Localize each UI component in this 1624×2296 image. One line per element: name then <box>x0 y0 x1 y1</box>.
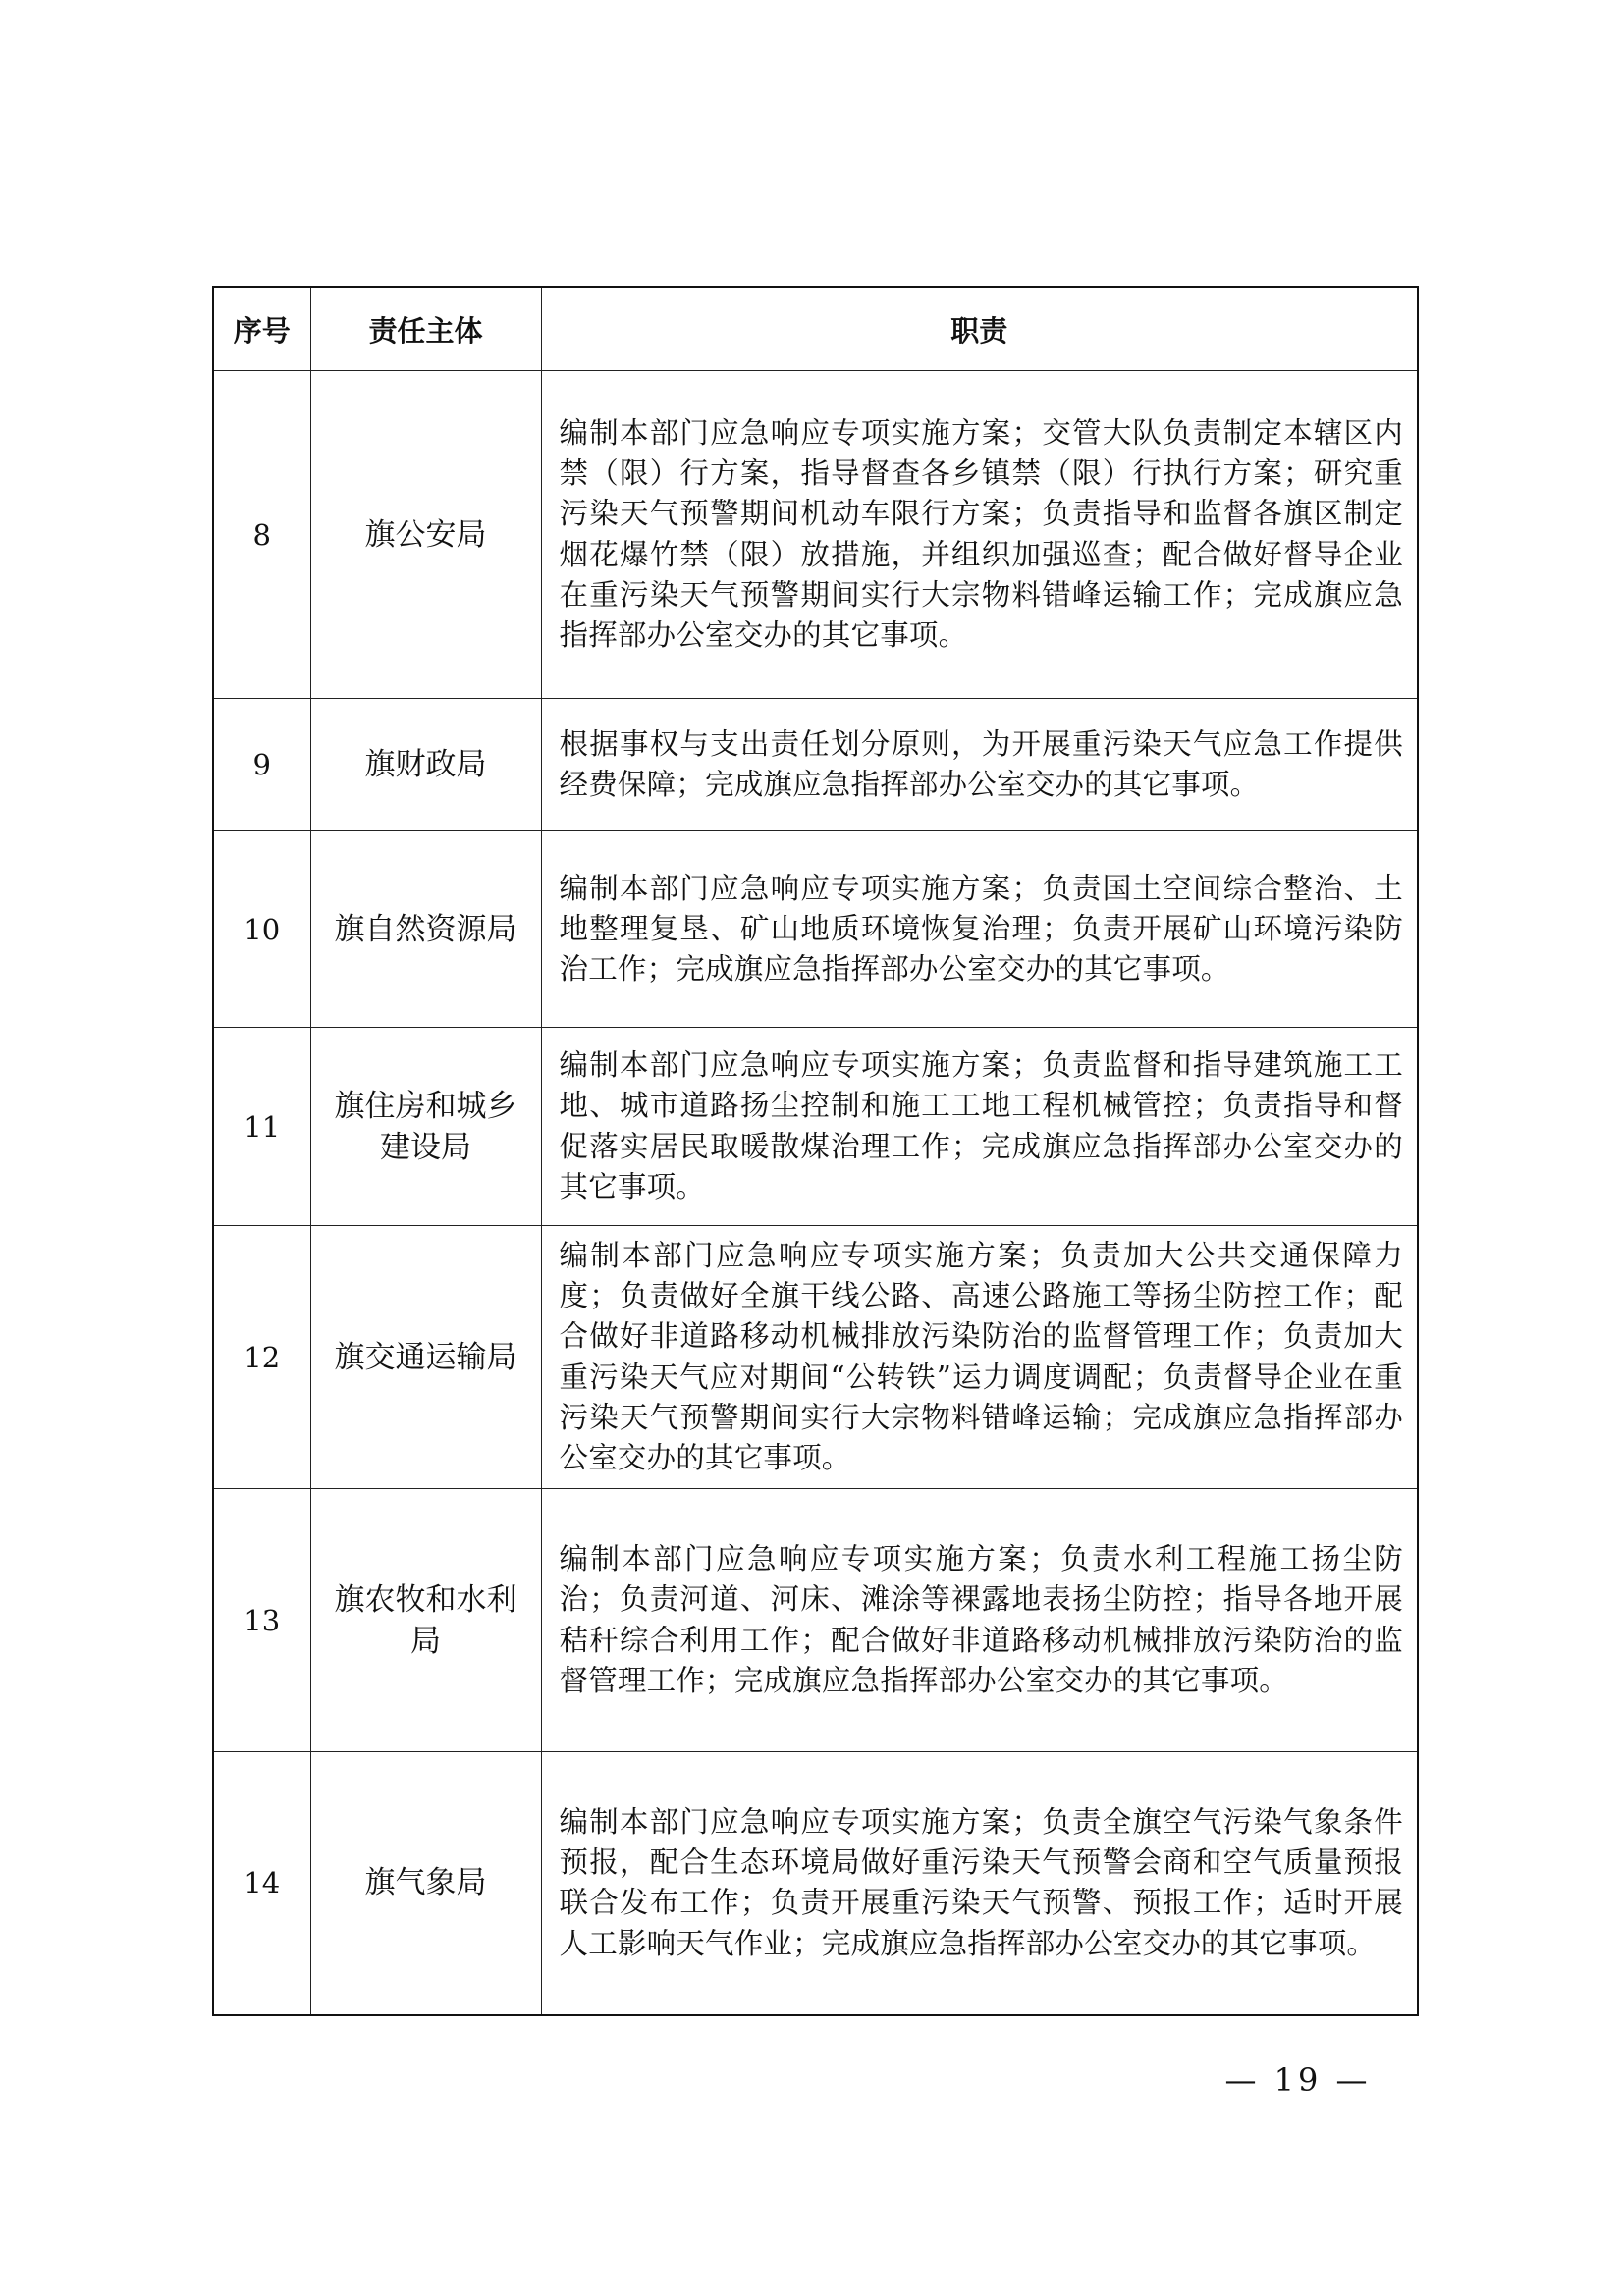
row-entity: 旗公安局 <box>310 371 541 699</box>
table-row <box>213 371 1418 699</box>
row-no: 10 <box>213 831 310 1028</box>
responsibility-table <box>212 286 1419 2016</box>
row-duty: 根据事权与支出责任划分原则，为开展重污染天气应急工作提供经费保障；完成旗应急指挥部办公室交办的其它事项。 <box>541 699 1418 831</box>
row-entity: 旗气象局 <box>310 1752 541 2015</box>
table-row <box>213 699 1418 831</box>
row-no: 14 <box>213 1752 310 2015</box>
row-entity: 旗交通运输局 <box>310 1226 541 1489</box>
row-duty: 编制本部门应急响应专项实施方案；交管大队负责制定本辖区内禁（限）行方案，指导督查各乡镇禁（限）行执行方案；研究重污染天气预警期间机动车限行方案；负责指导和监督各旗区制定烟花爆竹禁（限）放措施，并组织加强巡查；配合做好督导企业在重污染天气预警期间实行大宗物料错峰运输工作；完成旗应急指挥部办公室交办的其它事项。 <box>541 371 1418 699</box>
header-entity: 责任主体 <box>310 287 541 371</box>
table-row <box>213 831 1418 1028</box>
row-entity: 旗自然资源局 <box>310 831 541 1028</box>
header-no: 序号 <box>213 287 310 371</box>
page-number: — 19 — <box>1224 2061 1372 2099</box>
row-no: 9 <box>213 699 310 831</box>
row-duty: 编制本部门应急响应专项实施方案；负责国土空间综合整治、土地整理复垦、矿山地质环境恢复治理；负责开展矿山环境污染防治工作；完成旗应急指挥部办公室交办的其它事项。 <box>541 831 1418 1028</box>
row-duty: 编制本部门应急响应专项实施方案；负责水利工程施工扬尘防治；负责河道、河床、滩涂等裸露地表扬尘防控；指导各地开展秸秆综合利用工作；配合做好非道路移动机械排放污染防治的监督管理工作；完成旗应急指挥部办公室交办的其它事项。 <box>541 1489 1418 1752</box>
table-row <box>213 1752 1418 2015</box>
row-entity: 旗农牧和水利局 <box>310 1489 541 1752</box>
table-header-row <box>213 287 1418 371</box>
row-duty: 编制本部门应急响应专项实施方案；负责全旗空气污染气象条件预报，配合生态环境局做好重污染天气预警会商和空气质量预报联合发布工作；负责开展重污染天气预警、预报工作；适时开展人工影响天气作业；完成旗应急指挥部办公室交办的其它事项。 <box>541 1752 1418 2015</box>
row-duty: 编制本部门应急响应专项实施方案；负责加大公共交通保障力度；负责做好全旗干线公路、高速公路施工等扬尘防控工作；配合做好非道路移动机械排放污染防治的监督管理工作；负责加大重污染天气应对期间“公转铁”运力调度调配；负责督导企业在重污染天气预警期间实行大宗物料错峰运输；完成旗应急指挥部办公室交办的其它事项。 <box>541 1226 1418 1489</box>
table-row <box>213 1226 1418 1489</box>
row-duty: 编制本部门应急响应专项实施方案；负责监督和指导建筑施工工地、城市道路扬尘控制和施工工地工程机械管控；负责指导和督促落实居民取暖散煤治理工作；完成旗应急指挥部办公室交办的其它事项。 <box>541 1028 1418 1226</box>
row-no: 8 <box>213 371 310 699</box>
row-no: 12 <box>213 1226 310 1489</box>
table-row <box>213 1489 1418 1752</box>
row-no: 11 <box>213 1028 310 1226</box>
row-entity: 旗财政局 <box>310 699 541 831</box>
header-duty: 职责 <box>541 287 1418 371</box>
row-no: 13 <box>213 1489 310 1752</box>
row-entity: 旗住房和城乡建设局 <box>310 1028 541 1226</box>
table-row <box>213 1028 1418 1226</box>
